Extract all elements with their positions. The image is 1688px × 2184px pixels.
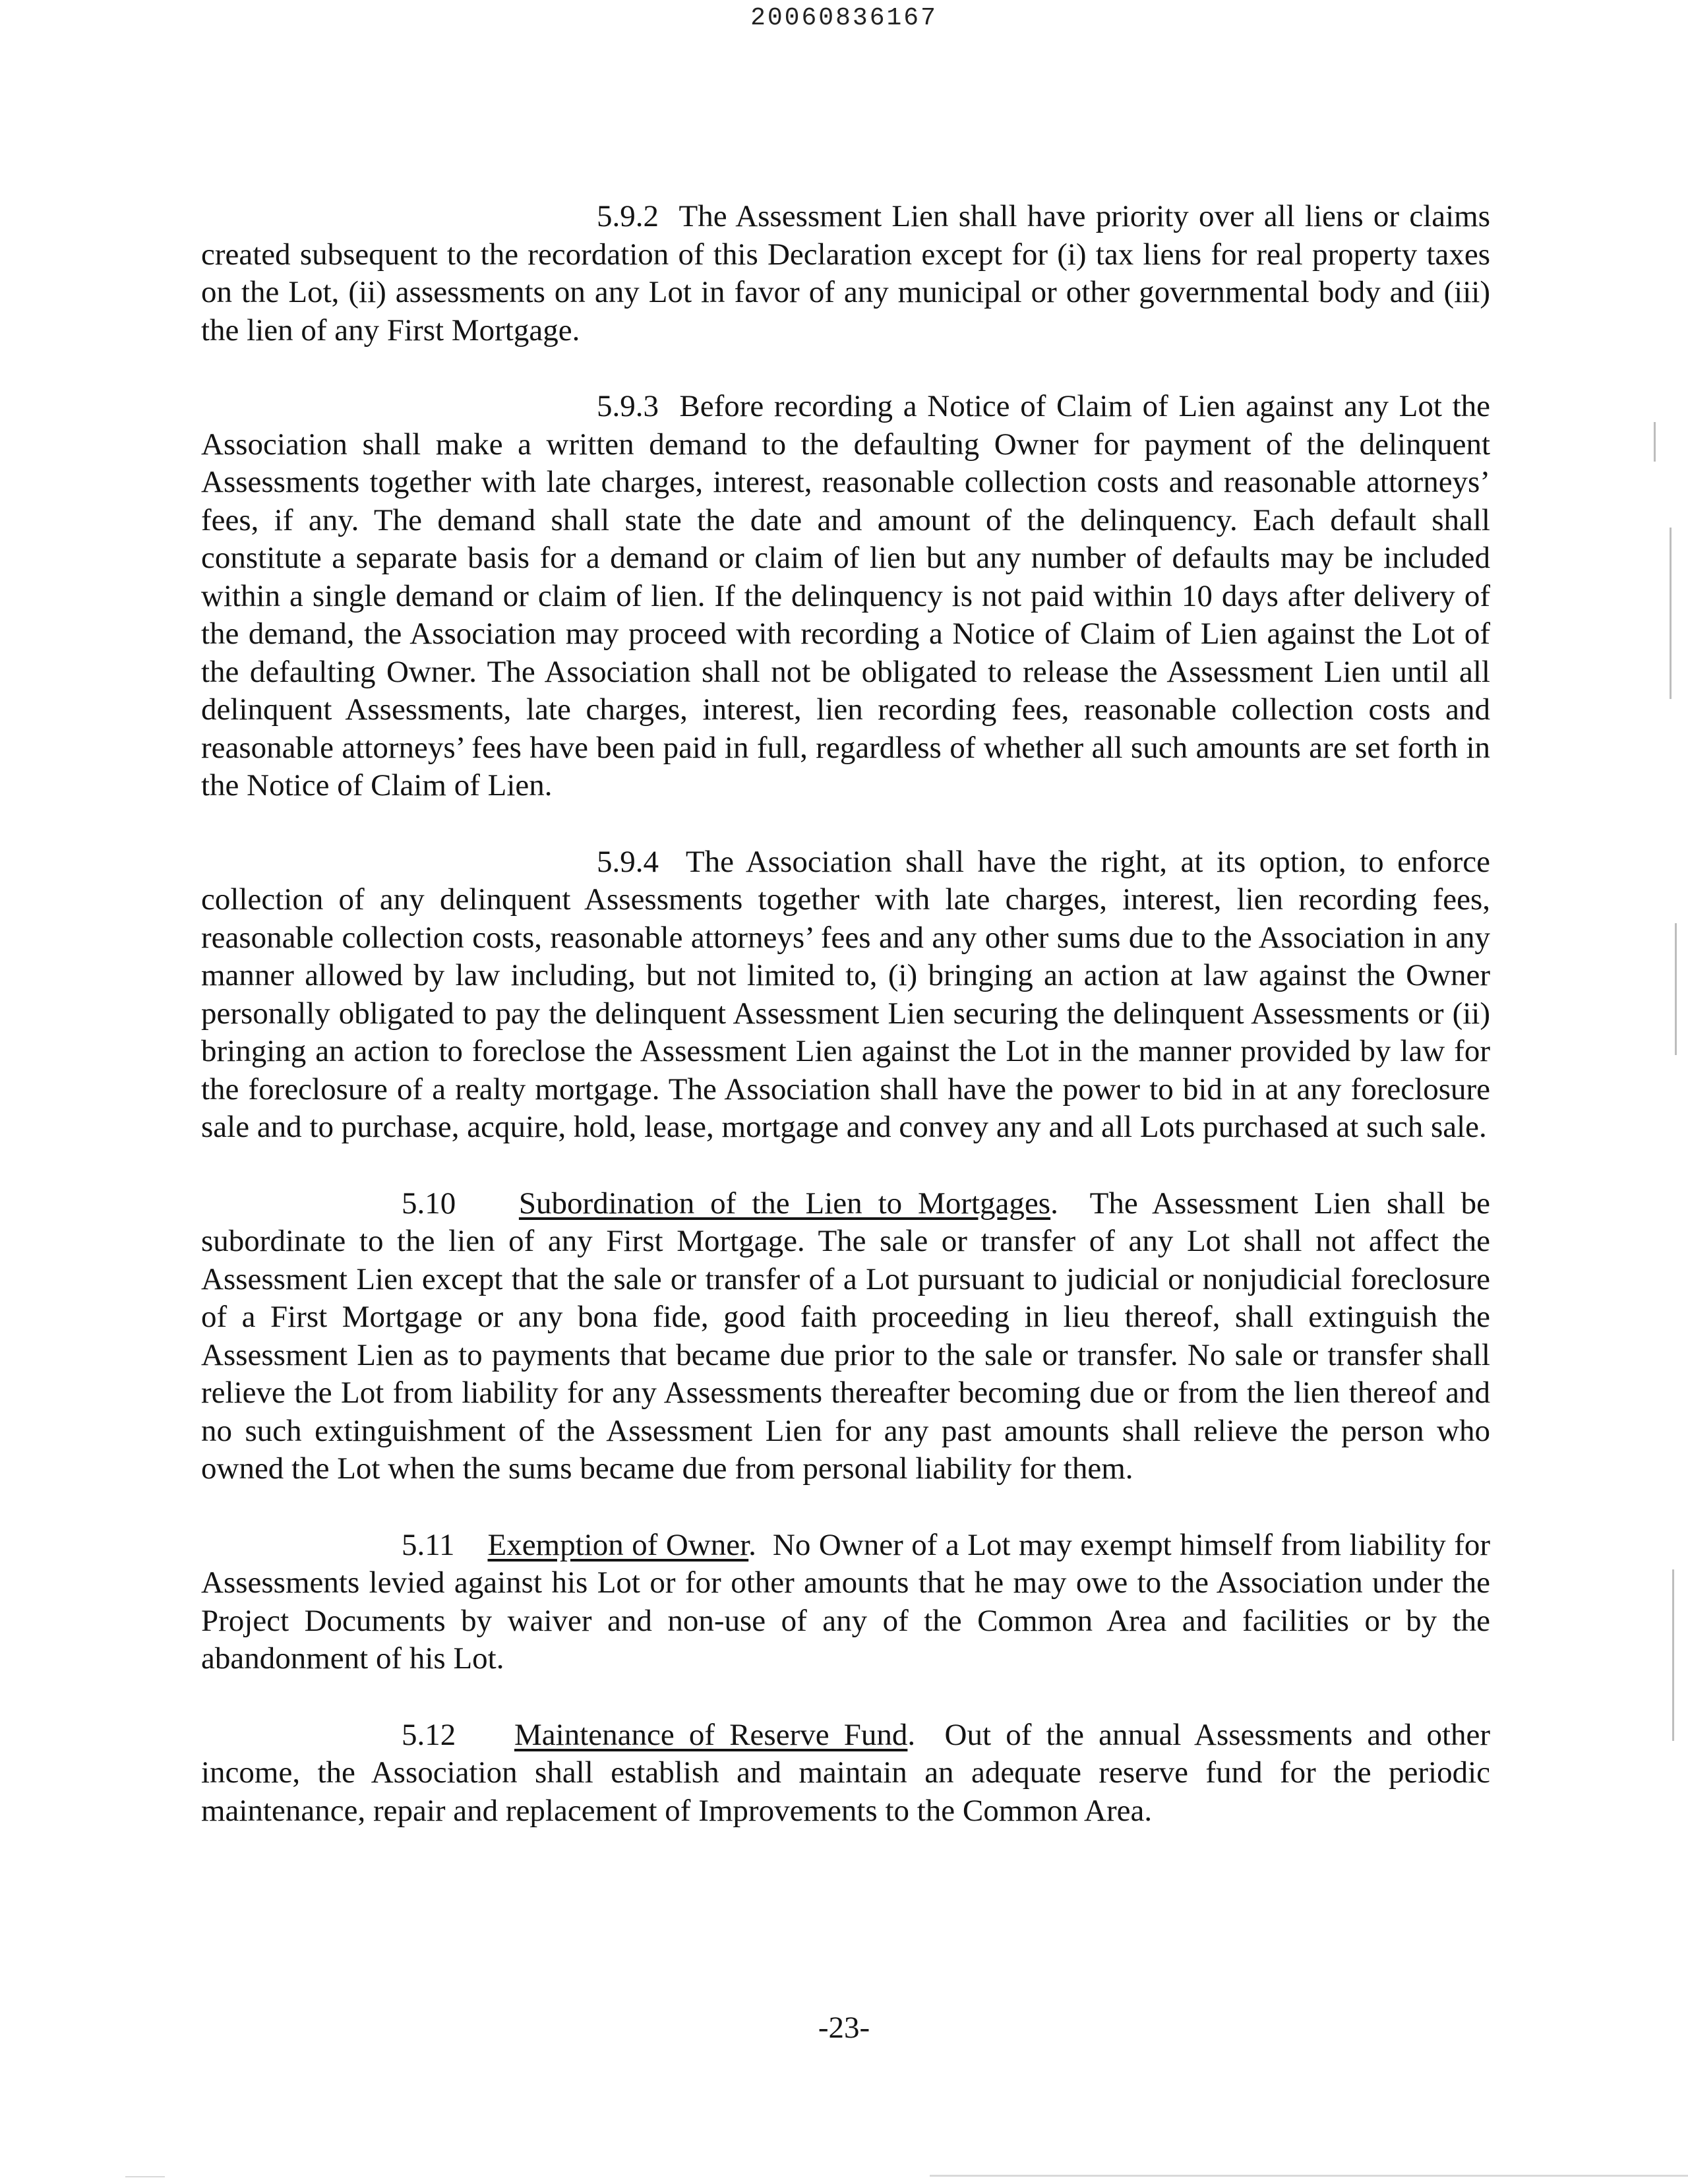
scan-mark — [1670, 528, 1672, 699]
section-number: 5.9.2 — [597, 199, 659, 233]
section-number: 5.10 — [402, 1186, 456, 1221]
section-heading: Subordination of the Lien to Mortgages — [518, 1186, 1051, 1221]
page-number: -23- — [818, 2011, 870, 2045]
paragraph-5-9-2 — [201, 198, 1490, 349]
scan-mark — [1672, 1569, 1674, 1741]
document-id: 20060836167 — [750, 4, 938, 32]
section-number: 5.9.3 — [597, 389, 659, 423]
scan-mark — [1675, 923, 1677, 1055]
paragraph-5-11: 5.11 Exemption of Owner. No Owner of a Lot may exempt himself from liability for Assessments levied against his Lot or for other amounts that he may owe to the Association under the Project Documents by waiver and non-use of any of the Common Area and facilities or by the abandonment of his Lot. — [201, 1527, 1491, 1676]
paragraph-text: Out of the annual Assessments and other income, the Association shall establish and maintain an adequate reserve fund for the periodic maintenance, repair and replacement of Improvements to the Common Area. — [201, 1717, 1491, 1828]
paragraph-5-10: 5.10 Subordination of the Lien to Mortgages. The Assessment Lien shall be subordinate to the lien of any First Mortgage. The sale or transfer of any Lot shall not affect the Assessment Lien except that the sale or transfer of a Lot pursuant to judicial or nonjudicial foreclosure of a First Mortgage or any bona fide, good faith proceeding in lieu thereof, shall extinguish the Assessment Lien as to payments that became due prior to the sale or transfer. No sale or transfer shall relieve the Lot from liability for any Assessments thereafter becoming due or from the lien thereof and no such extinguishment of the Assessment Lien for any past amounts shall relieve the person who owned the Lot when the sums became due from personal liability for them. — [201, 1186, 1490, 1486]
section-number: 5.11 — [402, 1527, 455, 1562]
section-number: 5.9.4 — [597, 844, 659, 879]
paragraph-5-9-3 — [201, 388, 1490, 805]
paragraph-5-12: 5.12 Maintenance of Reserve Fund. Out of the annual Assessments and other income, the Association shall establish and maintain an adequate reserve fund for the periodic maintenance, repair and replacement of Improvements to the Common Area. — [201, 1717, 1491, 1828]
section-number: 5.12 — [402, 1717, 456, 1752]
scan-edge-line — [125, 2176, 165, 2177]
document-body — [201, 198, 1490, 1868]
section-heading: Maintenance of Reserve Fund — [514, 1717, 908, 1752]
scan-mark — [1654, 422, 1656, 462]
paragraph-5-9-4 — [201, 843, 1490, 1147]
paragraph-text: Before recording a Notice of Claim of Lien against any Lot the Association shall make a written demand to the defaulting Owner for payment of the delinquent Assessments together with late charges, interest, reasonable collection costs and reasonable attorneys’ fees, if any. The demand shall state the date and amount of the delinquency. Each default shall constitute a separate basis for a demand or claim of lien but any number of defaults may be included within a single demand or claim of lien. If the delinquency is not paid within 10 days after delivery of the demand, the Association may proceed with recording a Notice of Claim of Lien against the Lot of the defaulting Owner. The Association shall not be obligated to release the Assessment Lien until all delinquent Assessments, late charges, interest, lien recording fees, reasonable collection costs and reasonable attorneys’ fees have been paid in full, regardless of whether all such amounts are set forth in the Notice of Claim of Lien. — [201, 389, 1490, 803]
paragraph-text: The Assessment Lien shall have priority over all liens or claims created subsequent to the recordation of this Declaration except for (i) tax liens for real property taxes on the Lot, (ii) assessments on any Lot in favor of any municipal or other governmental body and (iii) the lien of any First Mortgage. — [201, 199, 1491, 348]
section-heading: Exemption of Owner — [487, 1527, 749, 1562]
scan-edge-line — [930, 2175, 1688, 2177]
paragraph-text: No Owner of a Lot may exempt himself from liability for Assessments levied against his Lot or for other amounts that he may owe to the Association under the Project Documents by waiver and non-use of any of the Common Area and facilities or by the abandonment of his Lot. — [201, 1527, 1491, 1676]
paragraph-text: The Association shall have the right, at its option, to enforce collection of any delinquent Assessments together with late charges, interest, lien recording fees, reasonable collection costs, reasonable attorneys’ fees and any other sums due to the Association in any manner allowed by law including, but not limited to, (i) bringing an action at law against the Owner personally obligated to pay the delinquent Assessment Lien securing the delinquent Assessments or (ii) bringing an action to foreclose the Assessment Lien against the Lot in the manner provided by law for the foreclosure of a realty mortgage. The Association shall have the power to bid in at any foreclosure sale and to purchase, acquire, hold, lease, mortgage and convey any and all Lots purchased at such sale. — [201, 844, 1490, 1144]
paragraph-text: The Assessment Lien shall be subordinate to the lien of any First Mortgage. The sale or transfer of any Lot shall not affect the Assessment Lien except that the sale or transfer of a Lot pursuant to judicial or nonjudicial foreclosure of a First Mortgage or any bona fide, good faith proceeding in lieu thereof, shall extinguish the Assessment Lien as to payments that became due prior to the sale or transfer. No sale or transfer shall relieve the Lot from liability for any Assessments thereafter becoming due or from the lien thereof and no such extinguishment of the Assessment Lien for any past amounts shall relieve the person who owned the Lot when the sums became due from personal liability for them. — [201, 1186, 1490, 1486]
